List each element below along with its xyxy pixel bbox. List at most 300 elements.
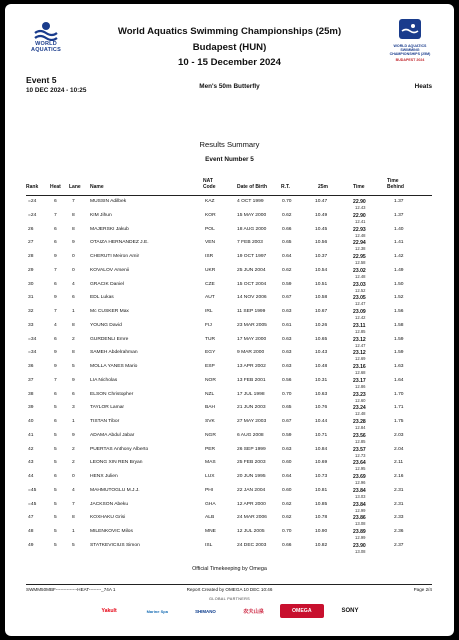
cell-rt: 0.63 — [282, 350, 292, 356]
cell-rank: 41 — [28, 432, 34, 438]
cell-nat: MNE — [205, 529, 216, 534]
table-row — [5, 432, 454, 445]
cell-25m: 10.26 — [315, 322, 328, 328]
cell-split: 12.42 — [355, 315, 366, 320]
cell-name: MAHMUTOGLU M.J.J. — [90, 487, 140, 493]
cell-heat: 9 — [54, 254, 57, 259]
cell-25m: 10.85 — [315, 501, 328, 507]
cell-time: 23.24 — [353, 405, 366, 412]
cell-rt: 0.60 — [282, 487, 292, 493]
table-row — [5, 404, 454, 417]
championship-logo-line-4: BUDAPEST 2024 — [395, 58, 425, 62]
logo-word-1: WORLD — [35, 41, 57, 47]
cell-dob: 15 MAY 2000 — [237, 212, 267, 218]
cell-25m: 10.90 — [315, 529, 328, 534]
cell-rt: 0.63 — [282, 364, 292, 369]
col-rt: R.T. — [281, 184, 290, 190]
table-row — [5, 281, 454, 294]
cell-dob: 25 FEB 2003 — [237, 460, 266, 466]
cell-lane: 3 — [72, 405, 75, 411]
cell-split: 12.43 — [355, 205, 366, 210]
phase-label: Heats — [414, 83, 432, 90]
cell-25m: 10.78 — [315, 515, 328, 521]
cell-dob: 23 MAR 2005 — [237, 322, 267, 328]
cell-lane: 1 — [72, 529, 75, 534]
cell-rt: 0.64 — [282, 254, 292, 259]
footer-divider — [26, 584, 432, 585]
col-rank: Rank — [26, 184, 39, 190]
cell-nat: EGY — [205, 350, 216, 356]
cell-name: MAJERSKI Jakub — [90, 226, 129, 232]
cell-dob: 20 JUN 1995 — [237, 474, 266, 479]
col-25m: 25m — [318, 184, 329, 190]
col-lane: Lane — [69, 184, 81, 190]
cell-lane: 4 — [72, 281, 75, 287]
cell-lane: 8 — [72, 212, 75, 218]
sponsor-yakult: Yakult — [101, 608, 117, 614]
cell-name: KOXHAKU Grisi — [90, 515, 126, 521]
cell-behind: 1.63 — [394, 364, 404, 369]
cell-time: 23.11 — [353, 322, 366, 329]
sponsor-shimano: SHIMANO — [195, 608, 216, 614]
cell-nat: NOR — [205, 377, 216, 383]
cell-time: 23.89 — [353, 529, 366, 535]
cell-time: 23.84 — [353, 501, 366, 508]
cell-name: LIA Nicholas — [90, 377, 118, 383]
cell-behind: 1.56 — [394, 309, 404, 314]
cell-behind: 2.37 — [394, 542, 404, 548]
cell-rank: =45 — [28, 487, 37, 493]
table-row — [5, 349, 454, 362]
cell-nat: SVK — [205, 419, 215, 424]
sponsor-nongfu: 农夫山泉 — [243, 608, 264, 615]
cell-25m: 10.45 — [315, 226, 328, 232]
table-row — [5, 501, 454, 514]
cell-split: 12.68 — [355, 370, 366, 375]
header-divider — [26, 195, 432, 196]
cell-behind: 1.42 — [394, 254, 404, 259]
col-behind-line-1: Time — [387, 178, 399, 184]
cell-rank: =45 — [28, 501, 37, 507]
cell-name: GURDENLI Emre — [90, 336, 129, 342]
cell-rt: 0.61 — [282, 322, 292, 328]
cell-dob: 18 AUG 2000 — [237, 226, 267, 232]
cell-name: JACKSON Abeku — [90, 501, 129, 507]
cell-nat: PHI — [205, 487, 214, 493]
cell-lane: 4 — [72, 487, 75, 493]
cell-rt: 0.62 — [282, 267, 292, 273]
cell-25m: 10.54 — [315, 267, 328, 273]
cell-time: 23.64 — [353, 460, 366, 467]
cell-behind: 1.59 — [394, 350, 404, 356]
cell-lane: 9 — [72, 377, 75, 383]
cell-rt: 0.63 — [282, 309, 292, 314]
summary-title: Results Summary — [199, 140, 260, 149]
cell-rt: 0.63 — [282, 336, 292, 342]
cell-name: YOUNG David — [90, 322, 122, 328]
cell-split: 12.84 — [355, 425, 366, 430]
cell-rank: 39 — [28, 405, 34, 411]
cell-name: TISTAN Tibor — [90, 419, 120, 424]
cell-rt: 0.70 — [282, 529, 292, 534]
cell-split: 13.08 — [355, 548, 366, 554]
cell-rank: 49 — [28, 542, 34, 548]
cell-lane: 6 — [72, 295, 75, 301]
cell-rank: 31 — [28, 295, 34, 301]
cell-lane: 8 — [72, 226, 75, 232]
sponsor-strip — [87, 604, 372, 620]
cell-heat: 6 — [54, 281, 57, 287]
cell-split: 12.96 — [355, 480, 366, 485]
cell-name: TAYLOR Lamar — [90, 405, 125, 411]
cell-dob: 13 APR 2002 — [237, 364, 266, 369]
cell-lane: 8 — [72, 350, 75, 356]
col-nat-line-2: Code — [203, 184, 216, 190]
cell-rank: 42 — [28, 446, 34, 452]
cell-split: 13.08 — [355, 521, 366, 527]
cell-dob: 12 APR 2000 — [237, 501, 266, 507]
table-row — [5, 446, 454, 459]
cell-25m: 10.43 — [315, 350, 328, 356]
cell-time: 23.09 — [353, 309, 366, 315]
cell-dob: 11 SEP 1999 — [237, 309, 266, 314]
cell-nat: ISL — [205, 542, 213, 548]
cell-rank: 47 — [28, 515, 34, 521]
cell-time: 23.56 — [353, 432, 366, 439]
cell-lane: 0 — [72, 267, 75, 273]
cell-heat: 6 — [54, 474, 57, 479]
global-partners-label: GLOBAL PARTNERS — [209, 597, 250, 601]
cell-25m: 10.63 — [315, 391, 328, 397]
cell-name: CHERUTI Meiron Amir — [90, 254, 140, 259]
cell-nat: UKR — [205, 267, 216, 273]
cell-heat: 5 — [54, 529, 57, 534]
cell-dob: 26 SEP 1999 — [237, 446, 266, 452]
cell-time: 22.90 — [353, 199, 366, 205]
cell-25m: 10.47 — [315, 199, 328, 204]
cell-behind: 1.37 — [394, 199, 404, 204]
cell-nat: CZE — [205, 281, 215, 287]
cell-lane: 8 — [72, 322, 75, 328]
cell-25m: 10.84 — [315, 446, 328, 452]
cell-dob: 12 JUL 2005 — [237, 529, 265, 534]
cell-dob: 22 JAN 2004 — [237, 487, 266, 493]
cell-behind: 1.75 — [394, 419, 404, 424]
page-title: World Aquatics Swimming Championships (25m) — [117, 26, 342, 37]
cell-time: 23.17 — [353, 377, 366, 384]
cell-behind: 1.41 — [394, 240, 404, 246]
cell-rank: 28 — [28, 254, 34, 259]
cell-name: ADAMA Abdul Jabar — [90, 432, 135, 438]
cell-lane: 0 — [72, 254, 75, 259]
cell-rt: 0.63 — [282, 446, 292, 452]
table-row — [5, 363, 454, 376]
cell-rt: 0.66 — [282, 542, 292, 548]
cell-heat: 7 — [54, 267, 57, 273]
cell-25m: 10.56 — [315, 240, 328, 246]
cell-behind: 1.71 — [394, 405, 404, 411]
col-dob: Date of Birth — [237, 184, 267, 190]
cell-dob: 13 FEB 2001 — [237, 377, 266, 383]
cell-lane: 1 — [72, 309, 75, 314]
cell-dob: 27 MAY 2003 — [237, 419, 267, 424]
cell-heat: 9 — [54, 364, 57, 369]
cell-rt: 0.70 — [282, 199, 292, 204]
page-number: Page 2/4 — [413, 587, 432, 592]
championship-logo-line-1: WORLD AQUATICS — [393, 44, 427, 48]
cell-name: STATKEVICIUS Simon — [90, 542, 140, 548]
cell-behind: 2.36 — [394, 529, 404, 534]
report-code: SWMM50MBF--------------HEAT--------_74A 1 — [26, 587, 116, 592]
table-row — [5, 308, 454, 321]
cell-dob: 17 JUL 1998 — [237, 391, 265, 397]
cell-25m: 10.81 — [315, 487, 328, 493]
cell-time: 23.02 — [353, 267, 366, 274]
cell-name: HENX Julien — [90, 474, 118, 479]
cell-rt: 0.60 — [282, 460, 292, 466]
cell-nat: KAZ — [205, 199, 215, 204]
cell-dob: 9 MAR 2000 — [237, 350, 265, 356]
cell-time: 23.16 — [353, 364, 366, 370]
cell-lane: 7 — [72, 199, 75, 204]
table-row — [5, 239, 454, 252]
cell-lane: 8 — [72, 515, 75, 521]
cell-time: 23.86 — [353, 515, 366, 522]
cell-heat: 4 — [54, 322, 57, 328]
cell-lane: 5 — [72, 542, 75, 548]
cell-split: 12.69 — [355, 356, 366, 362]
table-row — [5, 198, 454, 211]
championship-logo-line-3: CHAMPIONSHIPS (25M) — [389, 52, 431, 56]
cell-time: 22.94 — [353, 240, 366, 247]
cell-25m: 10.71 — [315, 432, 328, 438]
cell-name: MILENKOVIC Milos — [90, 529, 133, 534]
cell-rt: 0.67 — [282, 295, 292, 301]
cell-split: 12.85 — [355, 328, 366, 334]
cell-dob: 14 NOV 2006 — [237, 295, 267, 301]
cell-time: 23.57 — [353, 446, 366, 453]
cell-split: 12.99 — [355, 535, 366, 540]
col-heat: Heat — [50, 184, 61, 190]
cell-behind: 1.64 — [394, 377, 404, 383]
cell-nat: NZL — [205, 391, 215, 397]
cell-nat: KOR — [205, 212, 216, 218]
cell-rt: 0.66 — [282, 226, 292, 232]
cell-25m: 10.49 — [315, 212, 328, 218]
cell-name: Mc CUSKER Max — [90, 309, 129, 314]
cell-rank: 26 — [28, 226, 34, 232]
cell-split: 12.73 — [355, 452, 366, 458]
cell-heat: 6 — [54, 391, 57, 397]
cell-nat: VEN — [205, 240, 216, 246]
cell-behind: 1.40 — [394, 226, 404, 232]
cell-nat: IRL — [205, 309, 213, 314]
table-row — [5, 391, 454, 404]
cell-nat: BAH — [205, 405, 216, 411]
cell-behind: 2.11 — [394, 460, 404, 466]
table-row — [5, 542, 454, 555]
cell-name: EDL Lukas — [90, 295, 114, 301]
table-row — [5, 267, 454, 280]
cell-dob: 24 MAR 2006 — [237, 515, 267, 521]
cell-25m: 10.76 — [315, 405, 328, 411]
cell-25m: 10.31 — [315, 377, 328, 383]
cell-rt: 0.62 — [282, 515, 292, 521]
col-nat-line-1: NAT — [203, 178, 213, 184]
table-row — [5, 459, 454, 472]
cell-rt: 0.65 — [282, 405, 292, 411]
cell-time: 22.93 — [353, 226, 366, 233]
report-created: Report Created by OMEGA 10 DEC 10:46 — [186, 587, 273, 592]
cell-time: 23.05 — [353, 295, 366, 302]
cell-dob: 7 FEB 2003 — [237, 240, 263, 246]
cell-nat: MAS — [205, 460, 216, 466]
cell-rt: 0.70 — [282, 391, 292, 397]
cell-behind: 1.58 — [394, 322, 404, 328]
cell-lane: 2 — [72, 336, 75, 342]
cell-name: SAMEH Abdelrahman — [90, 350, 138, 356]
cell-split: 12.85 — [355, 438, 366, 444]
cell-split: 12.48 — [355, 232, 366, 238]
cell-behind: 2.03 — [394, 432, 404, 438]
cell-heat: 9 — [54, 295, 57, 301]
cell-rank: 30 — [28, 281, 34, 287]
cell-time: 22.95 — [353, 254, 366, 260]
cell-split: 12.58 — [355, 260, 366, 265]
cell-behind: 1.70 — [394, 391, 404, 397]
cell-heat: 6 — [54, 419, 57, 424]
cell-nat: ALB — [205, 515, 215, 521]
cell-heat: 5 — [54, 542, 57, 548]
cell-nat: FIJ — [205, 322, 212, 328]
results-sheet — [5, 4, 454, 636]
cell-split: 13.03 — [355, 493, 366, 499]
sponsor-marine-spa: Marine Spa — [146, 608, 168, 614]
sponsor-omega: OMEGA — [280, 604, 324, 618]
table-row — [5, 514, 454, 527]
cell-split: 12.47 — [355, 342, 366, 348]
cell-nat: ISR — [205, 254, 214, 259]
cell-time: 22.90 — [353, 212, 366, 219]
event-datetime: 10 DEC 2024 - 10:25 — [26, 87, 87, 94]
cell-rt: 0.64 — [282, 474, 292, 479]
cell-heat: 7 — [54, 377, 57, 383]
cell-split: 12.48 — [355, 411, 366, 417]
cell-split: 12.41 — [355, 218, 366, 224]
cell-time: 23.84 — [353, 487, 366, 494]
cell-25m: 10.69 — [315, 460, 328, 466]
col-name: Name — [90, 184, 104, 190]
venue: Budapest (HUN) — [192, 42, 267, 53]
cell-split: 12.48 — [355, 273, 366, 279]
cell-rank: 33 — [28, 322, 34, 328]
cell-25m: 10.44 — [315, 419, 328, 424]
race-name: Men's 50m Butterfly — [199, 83, 260, 90]
cell-heat: 6 — [54, 199, 57, 204]
table-row — [5, 253, 454, 266]
cell-rank: 27 — [28, 240, 34, 246]
cell-25m: 10.82 — [315, 542, 328, 548]
cell-behind: 1.52 — [394, 295, 404, 301]
cell-rt: 0.62 — [282, 501, 292, 507]
cell-25m: 10.67 — [315, 309, 328, 314]
col-time: Time — [353, 184, 365, 190]
cell-name: OTAIZA HERNANDEZ J.E. — [90, 240, 149, 246]
cell-nat: TUR — [205, 336, 216, 342]
table-row — [5, 212, 454, 225]
cell-name: KOVALOV Arsenii — [90, 267, 130, 273]
cell-rank: =24 — [28, 212, 37, 218]
cell-heat: 6 — [54, 336, 57, 342]
cell-nat: NGR — [205, 432, 216, 438]
cell-heat: 5 — [54, 446, 57, 452]
cell-rank: 37 — [28, 377, 34, 383]
event-number: Event Number 5 — [205, 156, 254, 163]
table-row — [5, 226, 454, 239]
cell-name: KIM Jihun — [90, 212, 112, 218]
cell-rt: 0.65 — [282, 240, 292, 246]
cell-split: 12.99 — [355, 507, 366, 513]
cell-time: 23.90 — [353, 542, 366, 549]
table-row — [5, 473, 454, 486]
cell-split: 12.47 — [355, 301, 366, 307]
col-behind — [387, 178, 404, 190]
cell-behind: 2.31 — [394, 487, 404, 493]
cell-time: 23.12 — [353, 350, 366, 357]
cell-25m: 10.65 — [315, 336, 328, 342]
timekeeping-note: Official Timekeeping by Omega — [192, 566, 267, 572]
cell-rank: 44 — [28, 474, 34, 479]
cell-name: LEONG XIN REN Bryan — [90, 460, 143, 466]
table-row — [5, 377, 454, 390]
cell-split: 12.38 — [355, 246, 366, 252]
cell-heat: 5 — [54, 501, 57, 507]
cell-dob: 25 JUN 2004 — [237, 267, 266, 273]
cell-rank: =34 — [28, 336, 37, 342]
cell-nat: LUX — [205, 474, 215, 479]
cell-rt: 0.59 — [282, 281, 292, 287]
cell-rt: 0.59 — [282, 432, 292, 438]
cell-nat: PER — [205, 446, 216, 452]
cell-nat: POL — [205, 226, 215, 232]
table-row — [5, 528, 454, 541]
cell-rank: 43 — [28, 460, 34, 466]
cell-time: 23.69 — [353, 474, 366, 480]
cell-nat: AUT — [205, 295, 215, 301]
cell-dob: 17 MAY 2000 — [237, 336, 267, 342]
cell-split: 12.86 — [355, 383, 366, 389]
cell-25m: 10.51 — [315, 281, 328, 287]
cell-split: 12.60 — [355, 397, 366, 403]
cell-behind: 1.37 — [394, 212, 404, 218]
cell-name: MOLLA YANES Mario — [90, 364, 138, 369]
cell-lane: 5 — [72, 364, 75, 369]
cell-rank: 48 — [28, 529, 34, 534]
cell-heat: 5 — [54, 432, 57, 438]
cell-25m: 10.37 — [315, 254, 328, 259]
cell-heat: 5 — [54, 515, 57, 521]
cell-rank: 36 — [28, 364, 34, 369]
cell-nat: GHA — [205, 501, 216, 507]
cell-rank: 38 — [28, 391, 34, 397]
cell-heat: 5 — [54, 487, 57, 493]
cell-lane: 7 — [72, 501, 75, 507]
cell-dob: 21 JUN 2003 — [237, 405, 266, 411]
cell-rank: =24 — [28, 199, 37, 204]
cell-lane: 2 — [72, 446, 75, 452]
cell-split: 12.95 — [355, 466, 366, 472]
cell-name: MUSSIN Adilbek — [90, 199, 127, 204]
